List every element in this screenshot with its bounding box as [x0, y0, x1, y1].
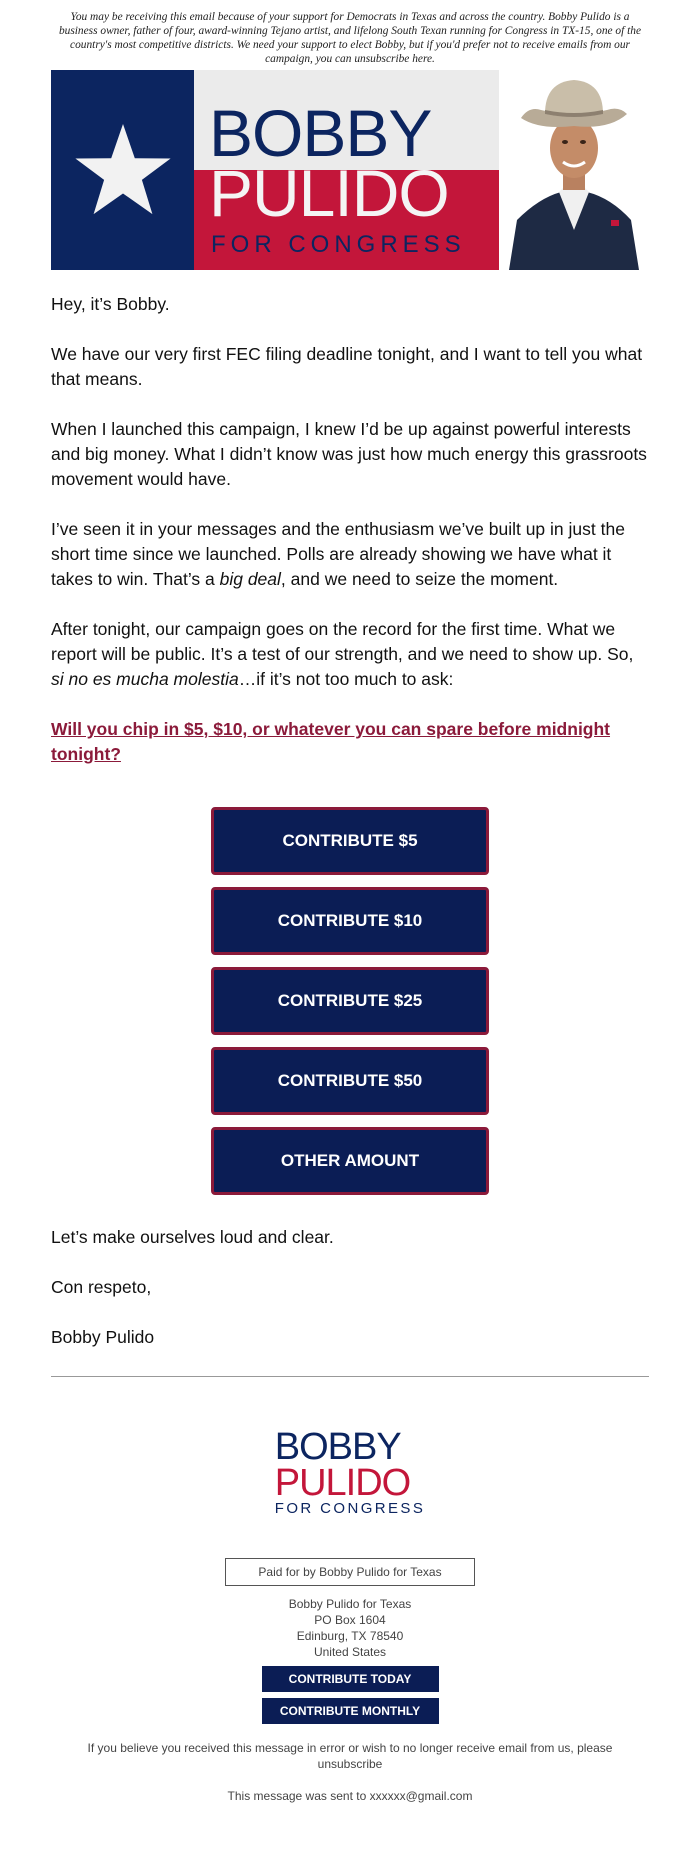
p3-text-b: , and we need to seize the moment.	[280, 569, 559, 589]
star-icon	[73, 122, 173, 218]
banner-name-last: PULIDO	[209, 156, 449, 230]
contribution-buttons	[51, 807, 649, 1195]
banner-name-first: BOBBY	[209, 96, 432, 170]
p3-text-a: I’ve seen it in your messages and the enthusiasm we’ve built up in just the short time since we launched. Polls are already showing we have what it takes to win. That’s a	[51, 519, 625, 589]
address-line: PO Box 1604	[314, 1613, 386, 1627]
closing-section	[51, 1225, 649, 1350]
contribute-today-button[interactable]: CONTRIBUTE TODAY	[262, 1666, 439, 1692]
email-body	[51, 270, 649, 767]
address-line: Edinburg, TX 78540	[296, 1629, 404, 1643]
recipient-email: xxxxxx@gmail.com	[369, 1789, 473, 1803]
email-footer	[51, 1426, 649, 1804]
mailing-address	[51, 1596, 649, 1660]
notice-text: If you believe you received this message in error or wish to no longer receive email from us, please	[87, 1741, 613, 1755]
p4-emphasis: si no es mucha molestia	[51, 669, 239, 689]
sent-to-line	[51, 1788, 649, 1804]
banner-for-congress: FOR CONGRESS	[211, 231, 466, 258]
p3-emphasis: big deal	[219, 569, 281, 589]
unsubscribe-link[interactable]: unsubscribe	[317, 1757, 383, 1771]
paragraph-enthusiasm	[51, 517, 649, 592]
candidate-photo	[499, 70, 649, 270]
chip-in-link[interactable]: Will you chip in $5, $10, or whatever you can spare before midnight tonight?	[51, 719, 611, 764]
contribute-10-button[interactable]: CONTRIBUTE $10	[211, 887, 489, 955]
donation-ask	[51, 717, 649, 767]
contribute-5-button[interactable]: CONTRIBUTE $5	[211, 807, 489, 875]
contribute-monthly-button[interactable]: CONTRIBUTE MONTHLY	[262, 1698, 439, 1724]
unsubscribe-here-link[interactable]: unsubscribe here	[354, 53, 433, 65]
preheader-text: You may be receiving this email because of your support for Democrats in Texas and across the country. Bobby Pulido is a business owner, father of four, award-winning Tejano artist, and lifelong South Texan running for Congress in TX-15, one of the country's most competitive districts. We need your support to elect Bobby, but if you'd prefer not to receive emails from our campaign, you can	[58, 11, 642, 65]
address-line: Bobby Pulido for Texas	[288, 1597, 412, 1611]
footer-logo-first: BOBBY	[274, 1426, 401, 1468]
p4-text-b: …if it’s not too much to ask:	[238, 669, 454, 689]
footer-divider	[51, 1376, 649, 1377]
email-container	[51, 0, 649, 1804]
footer-logo-congress: FOR CONGRESS	[274, 1500, 426, 1517]
sent-to-prefix: This message was sent to	[227, 1789, 370, 1803]
preheader-disclaimer	[51, 0, 649, 70]
paid-for-box: Paid for by Bobby Pulido for Texas	[225, 1558, 475, 1586]
signature: Bobby Pulido	[51, 1327, 155, 1347]
closing-line: Let’s make ourselves loud and clear.	[51, 1227, 334, 1247]
preheader-end: .	[432, 53, 435, 65]
campaign-banner	[51, 70, 649, 270]
contribute-25-button[interactable]: CONTRIBUTE $25	[211, 967, 489, 1035]
sign-off: Con respeto,	[51, 1277, 152, 1297]
p4-text-a: After tonight, our campaign goes on the record for the first time. What we report will be public. It’s a test of our strength, and we need to show up. So,	[51, 619, 634, 664]
greeting: Hey, it’s Bobby.	[51, 294, 170, 314]
contribute-50-button[interactable]: CONTRIBUTE $50	[211, 1047, 489, 1115]
footer-logo-last: PULIDO	[274, 1462, 411, 1504]
paragraph-deadline: We have our very first FEC filing deadline tonight, and I want to tell you what that means.	[51, 344, 643, 389]
paragraph-record	[51, 617, 649, 692]
other-amount-button[interactable]: OTHER AMOUNT	[211, 1127, 489, 1195]
unsubscribe-notice	[51, 1740, 649, 1772]
candidate-portrait-icon	[499, 70, 649, 270]
footer-logo	[274, 1426, 426, 1517]
paragraph-launch: When I launched this campaign, I knew I’d be up against powerful interests and big money. What I didn’t know was just how much energy this grassroots movement would have.	[51, 419, 647, 489]
address-line: United States	[313, 1645, 387, 1659]
